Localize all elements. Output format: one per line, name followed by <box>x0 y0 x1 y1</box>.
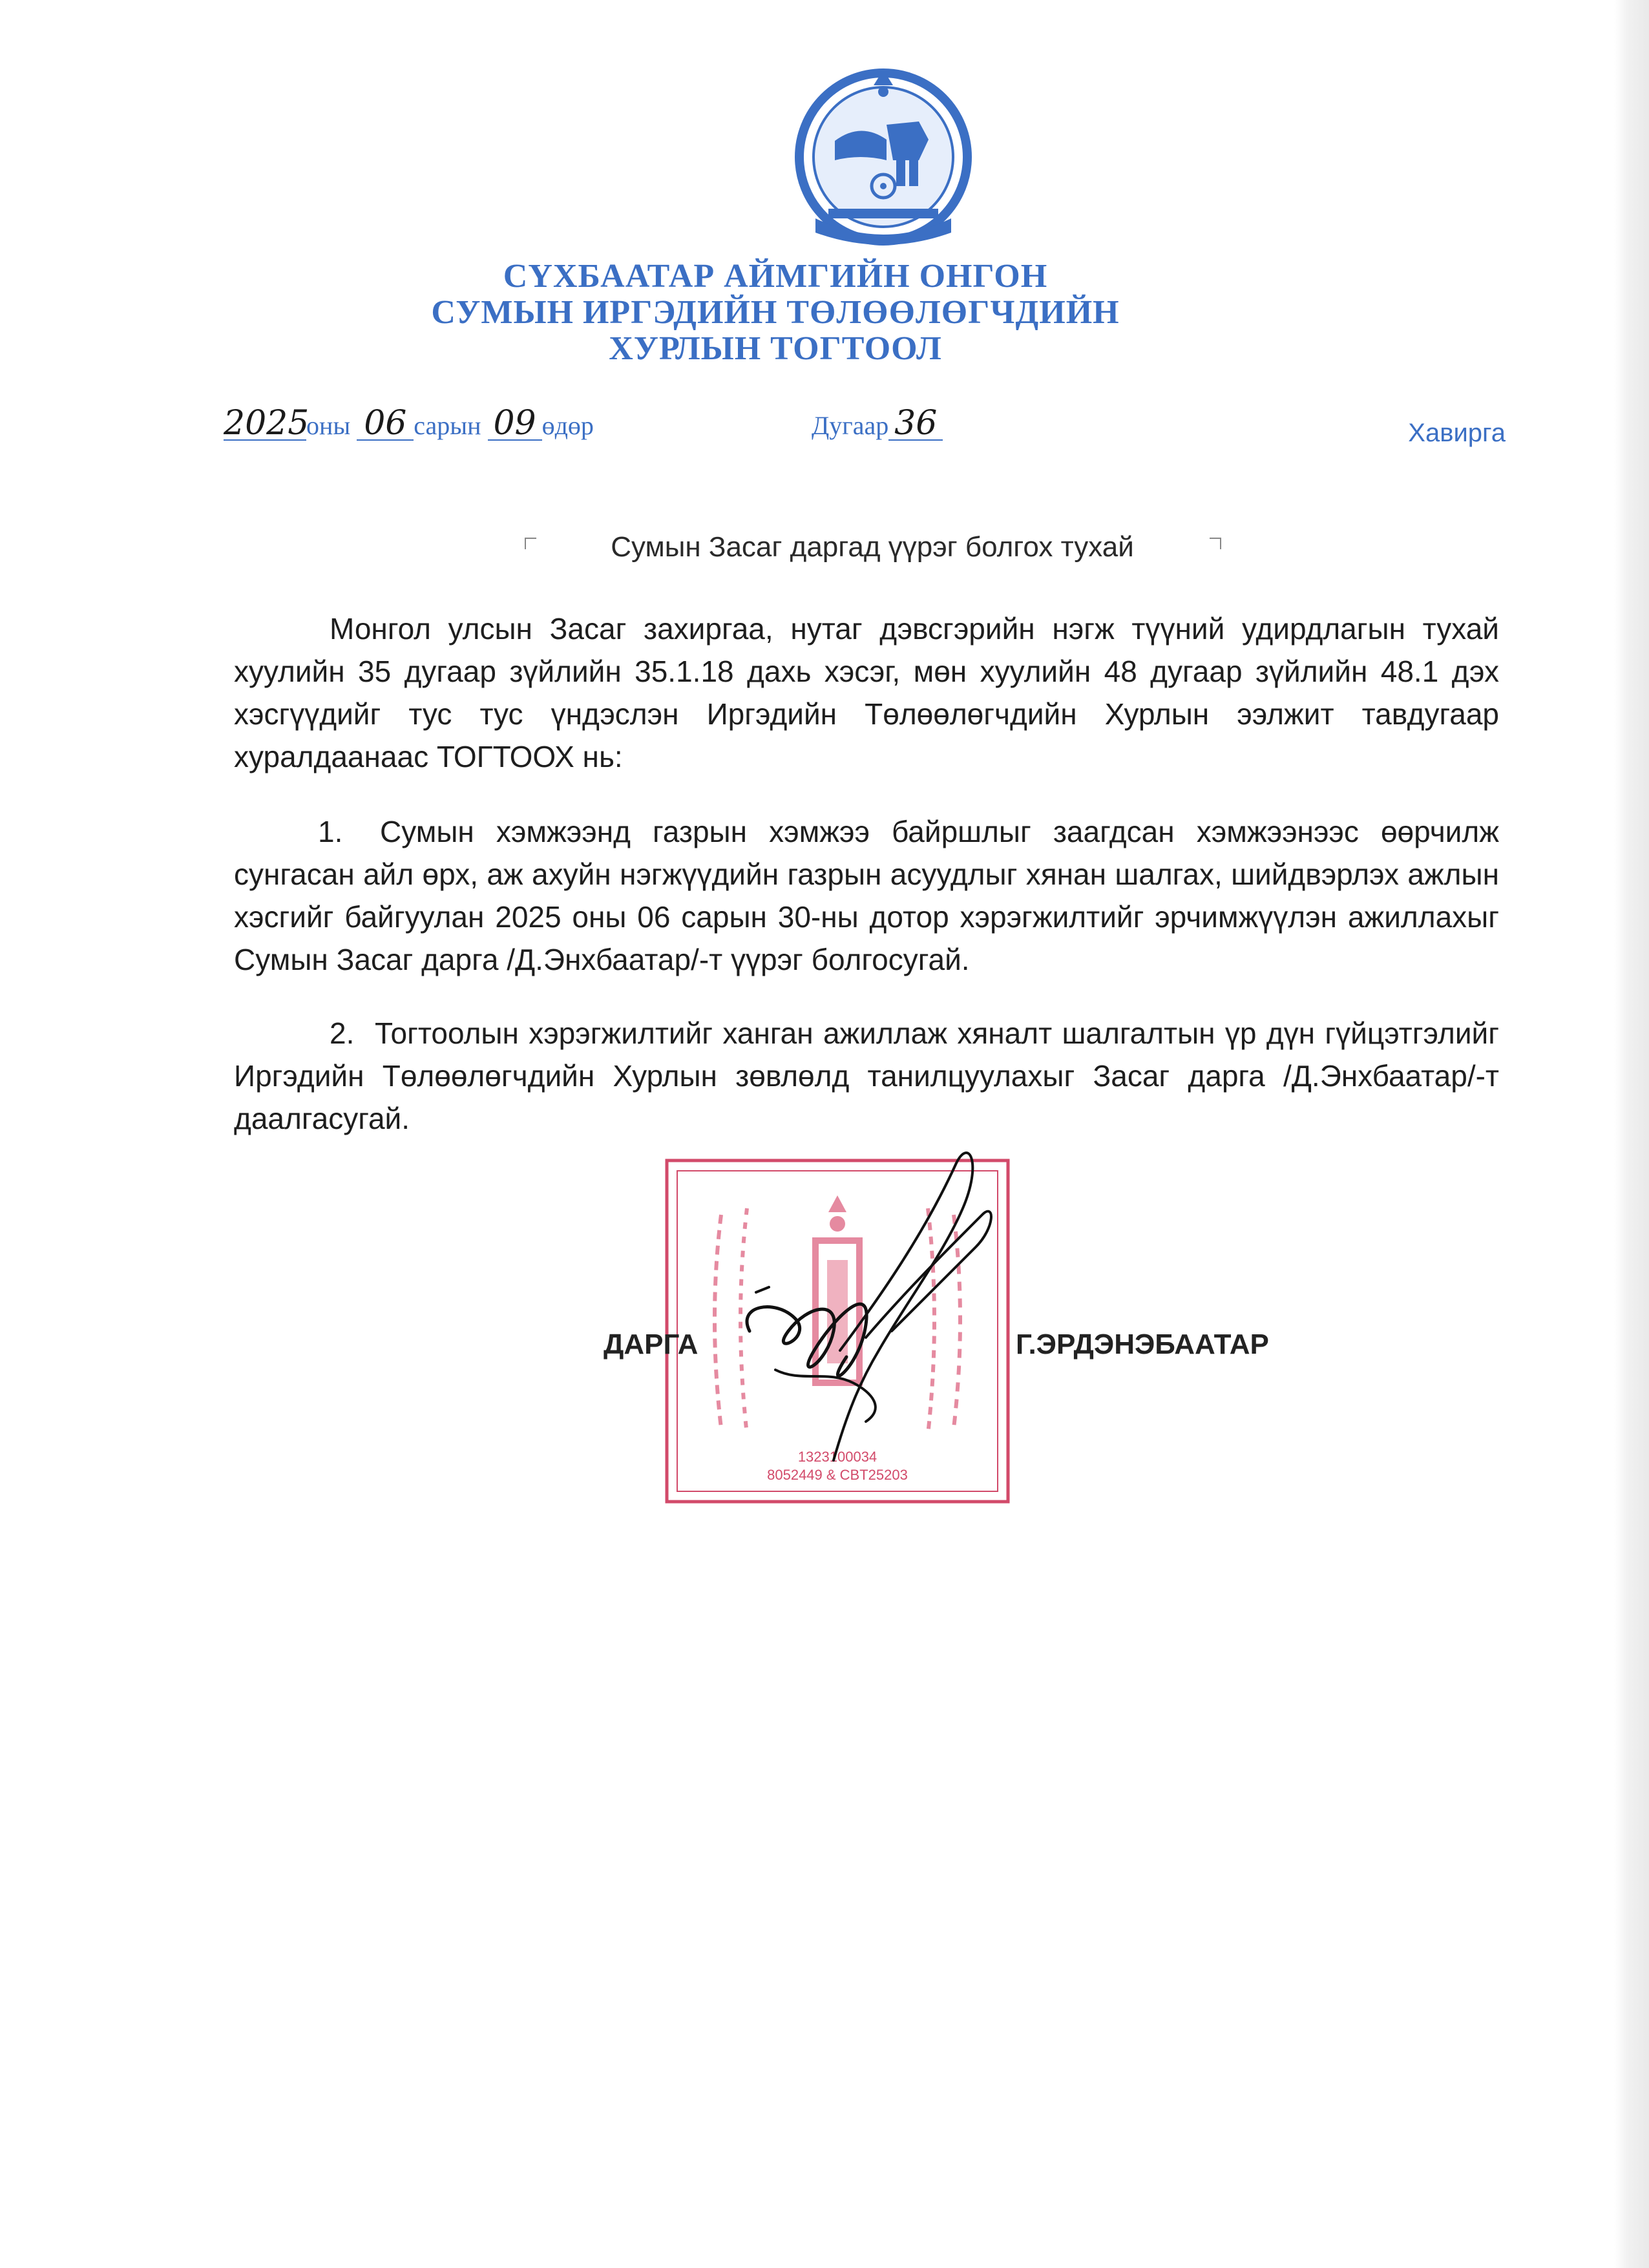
number-label: Дугаар <box>812 411 889 440</box>
header-title-line: СУМЫН ИРГЭДИЙН ТӨЛӨӨЛӨГЧДИЙН <box>431 294 1120 331</box>
date-day-suffix: өдөр <box>541 411 594 440</box>
item-text: Тогтоолын хэрэгжилтийг ханган ажиллаж хяналт шалгалтын үр дүн гүйцэтгэлийг Иргэдийн Төлөөлөгчдийн Хурлын зөвлөлд танилцуулахыг Засаг дарга /Д.Энхбаатар/-т даалгасугай. <box>234 1016 1499 1135</box>
date-line <box>224 404 594 443</box>
resolution-item <box>234 1012 1499 1140</box>
date-month: 06 <box>357 407 414 441</box>
subject-bracket-right <box>1210 538 1221 549</box>
document-subject: Сумын Засаг даргад үүрэг болгох тухай <box>611 531 1134 563</box>
handwritten-signature <box>711 1137 1047 1499</box>
date-month-suffix: сарын <box>414 411 481 440</box>
date-day: 09 <box>488 407 542 441</box>
item-text: Сумын хэмжээнд газрын хэмжээ байршлыг заагдсан хэмжээнээс өөрчилж сунгасан айл өрх, аж ахуйн нэгжүүдийн газрын асуудлыг хянан шалгах, шийдвэрлэх ажлын хэсгийг байгуулан 2025 оны 06 сарын 30-ны дотор хэрэгжилтийг эрчимжүүлэн ажиллахыг Сумын Засаг дарга /Д.Энхбаатар/-т үүрэг болгосугай. <box>234 815 1499 976</box>
stamp-line-2: 8052449 & CBT25203 <box>767 1467 908 1483</box>
state-emblem-icon <box>790 63 977 251</box>
subject-bracket-left <box>525 538 536 549</box>
date-year: 2025 <box>224 404 310 443</box>
document-number: 36 <box>888 407 943 441</box>
signatory-role: ДАРГА <box>604 1328 698 1360</box>
document-place: Хавирга <box>1408 419 1506 447</box>
stamp-line-1: 1323100034 <box>797 1449 877 1465</box>
number-line <box>812 404 943 443</box>
resolution-item <box>234 810 1499 981</box>
document-header-title <box>323 258 1228 367</box>
intro-paragraph: Монгол улсын Засаг захиргаа, нутаг дэвсгэрийн нэгж түүний удирдлагын тухай хуулийн 35 дугаар зүйлийн 35.1.18 дахь хэсэг, мөн хуулийн 48 дугаар зүйлийн 48.1 дэх хэсгүүдийг тус тус үндэслэн Иргэдийн Төлөөлөгчдийн Хурлын ээлжит тавдугаар хуралдаанаас ТОГТООХ нь: <box>234 612 1499 773</box>
signatory-name: Г.ЭРДЭНЭБААТАР <box>1016 1328 1269 1360</box>
item-number: 1. <box>318 815 343 848</box>
header-title-line: СҮХБААТАР АЙМГИЙН ОНГОН <box>503 258 1048 295</box>
date-year-suffix: оны <box>306 411 351 440</box>
header-title-line: ХУРЛЫН ТОГТООЛ <box>609 330 942 367</box>
scan-edge-shadow <box>1614 0 1649 2268</box>
item-number: 2. <box>330 1016 355 1050</box>
